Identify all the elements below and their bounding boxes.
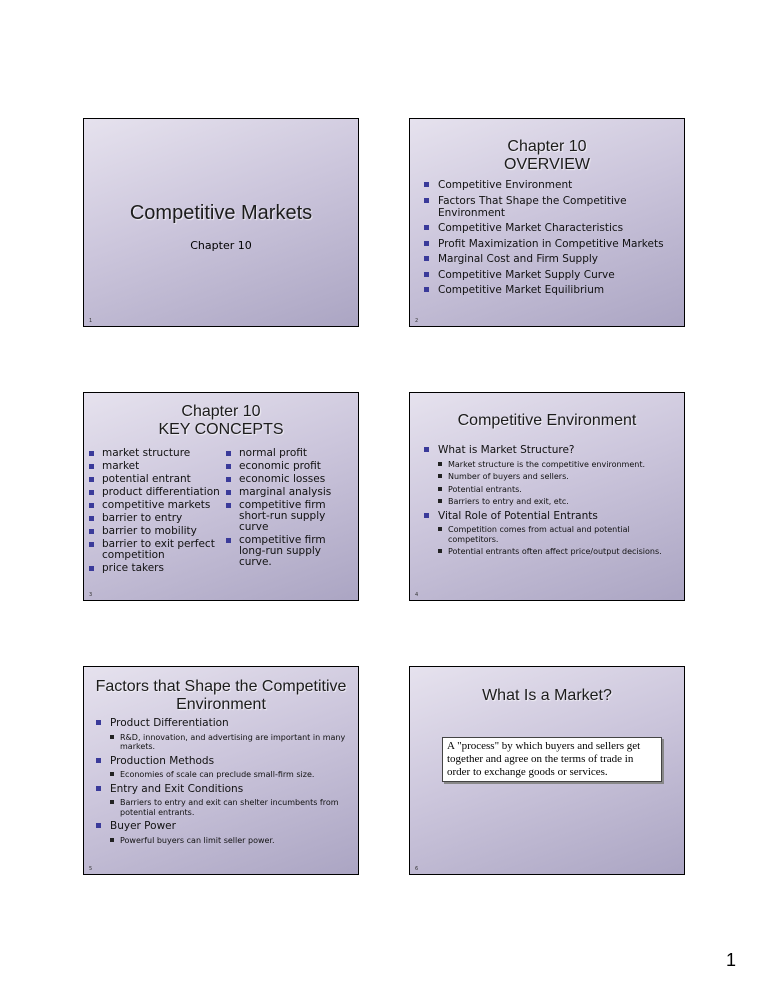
- slide-number: 3: [89, 592, 93, 598]
- list-item: market: [88, 461, 223, 472]
- sub-item: Number of buyers and sellers.: [422, 472, 680, 482]
- page-number: 1: [725, 950, 736, 970]
- slide-subtitle: Chapter 10: [190, 239, 252, 252]
- list-item: normal profit: [225, 448, 353, 459]
- list-item: Buyer Power: [94, 820, 352, 832]
- list-item: Competitive Market Characteristics: [422, 222, 677, 234]
- slide-title: What Is a Market?: [482, 687, 612, 704]
- list-item: Competitive Market Supply Curve: [422, 269, 677, 281]
- slide-title-line2: KEY CONCEPTS: [158, 421, 284, 438]
- slide-title-line1: Chapter 10: [507, 138, 587, 155]
- slide-number: 2: [415, 318, 419, 324]
- sub-item: Powerful buyers can limit seller power.: [94, 836, 352, 846]
- list-item: barrier to mobility: [88, 526, 223, 537]
- list-item: competitive markets: [88, 500, 223, 511]
- list-item: Entry and Exit Conditions: [94, 783, 352, 795]
- list-item: Profit Maximization in Competitive Markets: [422, 238, 677, 250]
- slide-title-line2: OVERVIEW: [504, 156, 590, 173]
- list-item: economic profit: [225, 461, 353, 472]
- list-item: product differentiation: [88, 487, 223, 498]
- sub-item: Economies of scale can preclude small-firm size.: [94, 770, 352, 780]
- definition-box: A "process" by which buyers and sellers get together and agree on the terms of trade in order to exchange goods or services.: [442, 737, 662, 782]
- slide-3: [83, 392, 359, 601]
- sub-item: R&D, innovation, and advertising are important in many markets.: [94, 733, 352, 752]
- slide-title: Competitive Markets: [129, 202, 313, 224]
- list-item: economic losses: [225, 474, 353, 485]
- sub-item: Market structure is the competitive environment.: [422, 460, 680, 470]
- slide-4: [409, 392, 685, 601]
- slide-number: 6: [415, 866, 419, 872]
- list-item: marginal analysis: [225, 487, 353, 498]
- sub-item: Potential entrants.: [422, 485, 680, 495]
- slide-5: [83, 666, 359, 875]
- list-item: barrier to exit perfect competition: [88, 539, 223, 561]
- list-item: Competitive Environment: [422, 179, 677, 191]
- sub-item: Competition comes from actual and potential competitors.: [422, 525, 680, 544]
- list-item: Production Methods: [94, 755, 352, 767]
- list-item: potential entrant: [88, 474, 223, 485]
- list-item: Competitive Market Equilibrium: [422, 284, 677, 296]
- slide-2: [409, 118, 685, 327]
- list-item: barrier to entry: [88, 513, 223, 524]
- environment-list: [422, 444, 680, 560]
- slide-number: 1: [89, 318, 93, 324]
- overview-list: [422, 179, 677, 300]
- list-item: Product Differentiation: [94, 717, 352, 729]
- slide-number: 4: [415, 592, 419, 598]
- slide-6: [409, 666, 685, 875]
- slide-number: 5: [89, 866, 93, 872]
- list-item: competitive firm short-run supply curve: [225, 500, 353, 533]
- list-item: market structure: [88, 448, 223, 459]
- list-item: competitive firm long-run supply curve.: [225, 535, 353, 568]
- slide-title-line2: Environment: [176, 696, 266, 713]
- list-item: What is Market Structure?: [422, 444, 680, 456]
- concepts-left-list: [88, 448, 223, 576]
- slide-title-line1: Factors that Shape the Competitive: [95, 678, 347, 695]
- sub-item: Barriers to entry and exit, etc.: [422, 497, 680, 507]
- sub-item: Potential entrants often affect price/output decisions.: [422, 547, 680, 557]
- slide-title: Competitive Environment: [457, 412, 637, 429]
- list-item: Factors That Shape the Competitive Environment: [422, 195, 677, 219]
- concepts-right-list: [225, 448, 353, 570]
- slide-1: [83, 118, 359, 327]
- slide-title-line1: Chapter 10: [181, 403, 261, 420]
- sub-item: Barriers to entry and exit can shelter incumbents from potential entrants.: [94, 798, 352, 817]
- list-item: Vital Role of Potential Entrants: [422, 510, 680, 522]
- list-item: Marginal Cost and Firm Supply: [422, 253, 677, 265]
- factors-list: [94, 717, 352, 848]
- list-item: price takers: [88, 563, 223, 574]
